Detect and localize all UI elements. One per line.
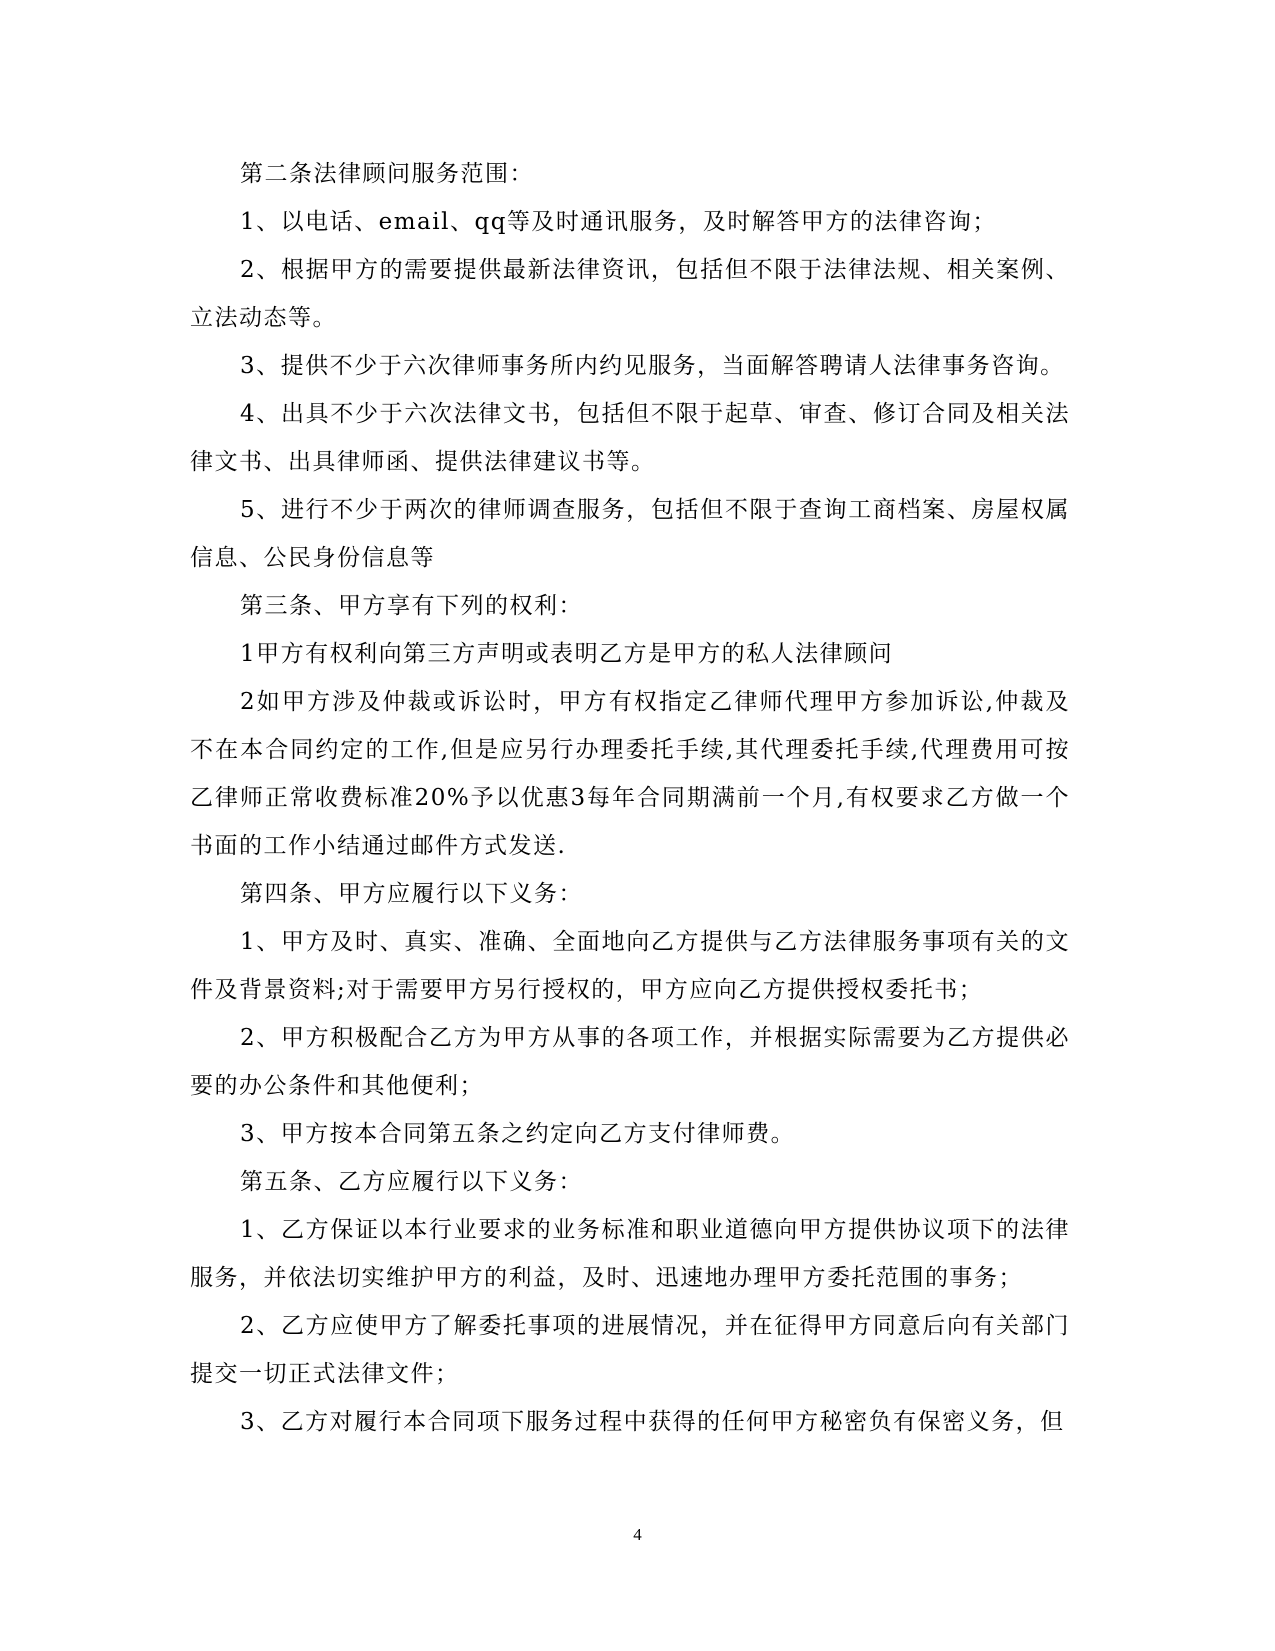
article-2-item-4: 4、出具不少于六次法律文书，包括但不限于起草、审查、修订合同及相关法律文书、出具律师函、提供法律建议书等。 (190, 401, 1070, 475)
article-3-item-1: 1甲方有权利向第三方声明或表明乙方是甲方的私人法律顾问 (240, 641, 894, 667)
article-4-item-2: 2、甲方积极配合乙方为甲方从事的各项工作，并根据实际需要为乙方提供必要的办公条件和其他便利； (190, 1025, 1070, 1099)
article-4-item-3: 3、甲方按本合同第五条之约定向乙方支付律师费。 (240, 1121, 796, 1147)
article-4-heading: 第四条、甲方应履行以下义务： (240, 881, 583, 907)
article-5-heading: 第五条、乙方应履行以下义务： (240, 1169, 583, 1195)
article-2-item-5: 5、进行不少于两次的律师调查服务，包括但不限于查询工商档案、房屋权属信息、公民身份信息等 (190, 497, 1070, 571)
page-number: 4 (633, 1525, 642, 1544)
article-3-item-2: 2如甲方涉及仲裁或诉讼时，甲方有权指定乙律师代理甲方参加诉讼,仲裁及不在本合同约定的工作,但是应另行办理委托手续,其代理委托手续,代理费用可按乙律师正常收费标准20%予以优惠3每年合同期满前一个月,有权要求乙方做一个书面的工作小结通过邮件方式发送. (190, 689, 1070, 859)
article-5-item-3: 3、乙方对履行本合同项下服务过程中获得的任何甲方秘密负有保密义务，但 (240, 1409, 1065, 1435)
article-2-heading: 第二条法律顾问服务范围： (240, 161, 534, 187)
document-body (190, 150, 1070, 1446)
article-5-item-2: 2、乙方应使甲方了解委托事项的进展情况，并在征得甲方同意后向有关部门提交一切正式法律文件； (190, 1313, 1070, 1387)
article-5-item-1: 1、乙方保证以本行业要求的业务标准和职业道德向甲方提供协议项下的法律服务，并依法切实维护甲方的利益，及时、迅速地办理甲方委托范围的事务； (190, 1217, 1070, 1291)
article-2-item-2: 2、根据甲方的需要提供最新法律资讯，包括但不限于法律法规、相关案例、立法动态等。 (190, 257, 1070, 331)
article-2-item-1: 1、以电话、email、qq等及时通讯服务，及时解答甲方的法律咨询； (240, 209, 997, 235)
article-2-item-3: 3、提供不少于六次律师事务所内约见服务，当面解答聘请人法律事务咨询。 (240, 353, 1065, 379)
article-3-heading: 第三条、甲方享有下列的权利： (240, 593, 583, 619)
article-4-item-1: 1、甲方及时、真实、准确、全面地向乙方提供与乙方法律服务事项有关的文件及背景资料;对于需要甲方另行授权的，甲方应向乙方提供授权委托书； (190, 929, 1070, 1003)
